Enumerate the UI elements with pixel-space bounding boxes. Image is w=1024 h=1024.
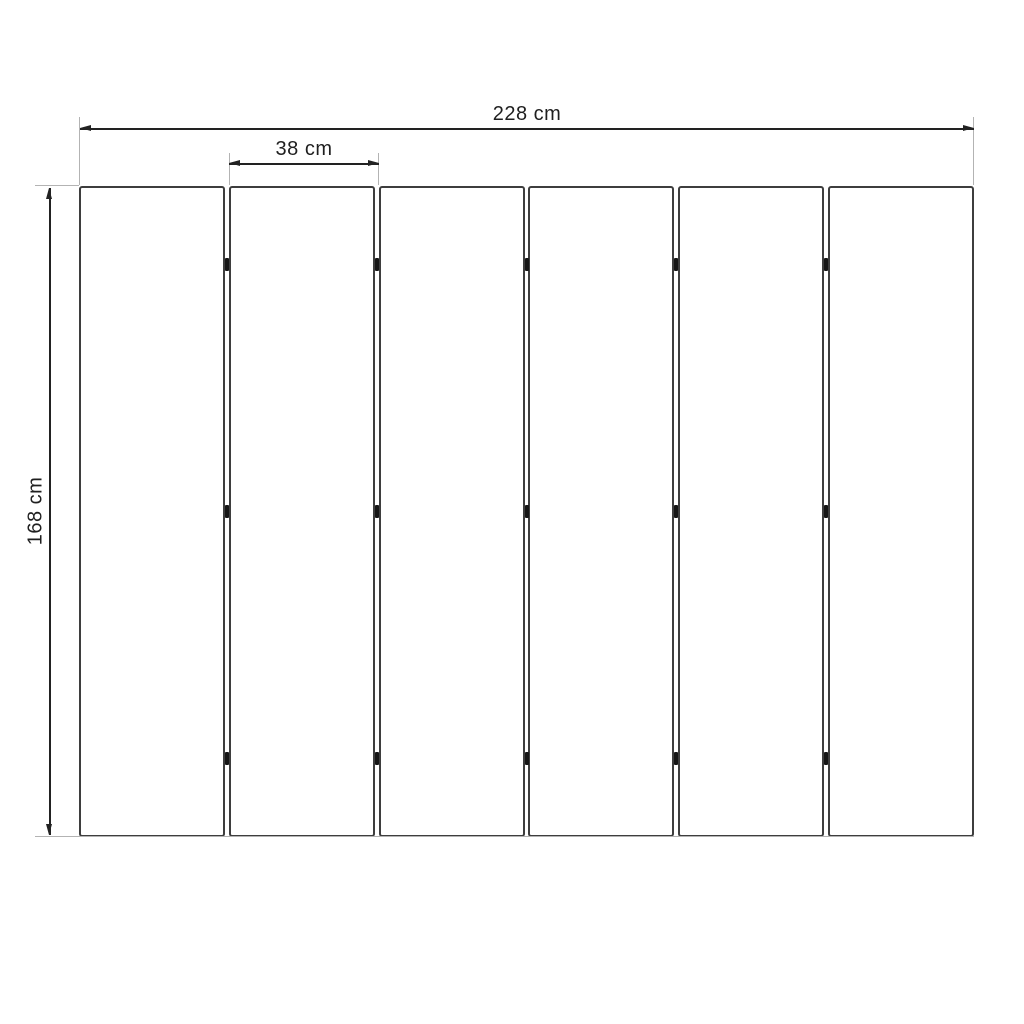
- hinge-mark: [375, 258, 379, 271]
- dimension-label-panel-width: 38 cm: [275, 138, 333, 160]
- hinge-mark: [225, 258, 229, 271]
- hinge-mark: [824, 258, 828, 271]
- panel: [528, 186, 674, 837]
- arrowhead-panel-right-icon: [368, 160, 379, 166]
- hinge-mark: [375, 752, 379, 765]
- dimension-label-height: 168 cm: [24, 476, 47, 546]
- hinge-mark: [824, 505, 828, 518]
- arrowhead-total-left-icon: [80, 125, 91, 131]
- extension-line-height-top: [35, 185, 79, 186]
- extension-line-height-bottom: [35, 836, 974, 837]
- hinge-mark: [824, 752, 828, 765]
- arrowhead-height-top-icon: [46, 188, 52, 199]
- hinge-mark: [674, 258, 678, 271]
- hinge-mark: [674, 505, 678, 518]
- panel: [828, 186, 974, 837]
- arrowhead-total-right-icon: [963, 125, 974, 131]
- hinge-mark: [525, 752, 529, 765]
- panel: [678, 186, 824, 837]
- arrowhead-panel-left-icon: [229, 160, 240, 166]
- hinge-mark: [674, 752, 678, 765]
- arrowhead-height-bottom-icon: [46, 824, 52, 835]
- dimension-line-total-width: [80, 128, 974, 130]
- hinge-mark: [225, 752, 229, 765]
- hinge-mark: [225, 505, 229, 518]
- panel: [229, 186, 375, 837]
- panel: [79, 186, 225, 837]
- hinge-mark: [525, 258, 529, 271]
- hinge-mark: [525, 505, 529, 518]
- dimension-label-total-width: 228 cm: [492, 103, 562, 125]
- hinge-mark: [375, 505, 379, 518]
- extension-line-panel-left: [229, 153, 230, 185]
- dimension-line-height: [49, 188, 51, 835]
- dimension-line-panel-width: [229, 163, 379, 165]
- extension-line-panel-right: [378, 153, 379, 185]
- panel: [379, 186, 525, 837]
